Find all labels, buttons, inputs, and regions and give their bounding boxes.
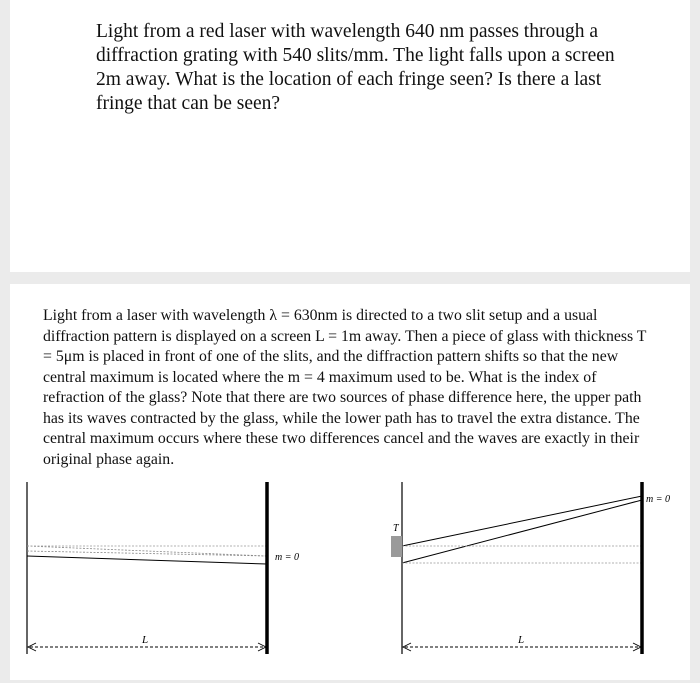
left-center-path [27,551,267,556]
right-m0-label: m = 0 [646,494,670,505]
left-diagram [27,482,299,654]
right-lower-path [402,500,642,563]
right-upper-path [402,496,642,546]
problem-1-card [10,0,690,272]
glass-plate [391,536,402,557]
problem-2-text: Light from a laser with wavelength λ = 630nm is directed to a two slit setup and a usual diffraction pattern is displayed on a screen L = 1m away. Then a piece of glass with thickness T = 5μm is placed in front of one of the slits, and the diffraction pattern shifts so that the new central maximum is located where the m = 4 maximum used to be. What is the index of refraction of the glass? Note that there are two sources of phase difference here, the upper path has its waves contracted by the glass, while the lower path has to travel the extra distance. The central maximum occurs where these two differences cancel and the waves are exactly in their original phase again. [43,307,647,468]
right-diagram [391,482,670,654]
left-m0-label: m = 0 [275,552,299,563]
left-upper-path [27,546,267,556]
double-slit-diagrams [10,284,690,680]
right-L-label: L [518,634,525,646]
left-lower-path [27,556,267,564]
problem-2-card [10,284,690,680]
left-L-label: L [142,634,149,646]
problem-1-text: Light from a red laser with wavelength 640 nm passes through a diffraction grating with 540 slits/mm. The light falls upon a screen 2m away. What is the location of each fringe seen? Is there a last fringe that can be seen? [96,21,615,114]
glass-T-label: T [393,523,399,534]
